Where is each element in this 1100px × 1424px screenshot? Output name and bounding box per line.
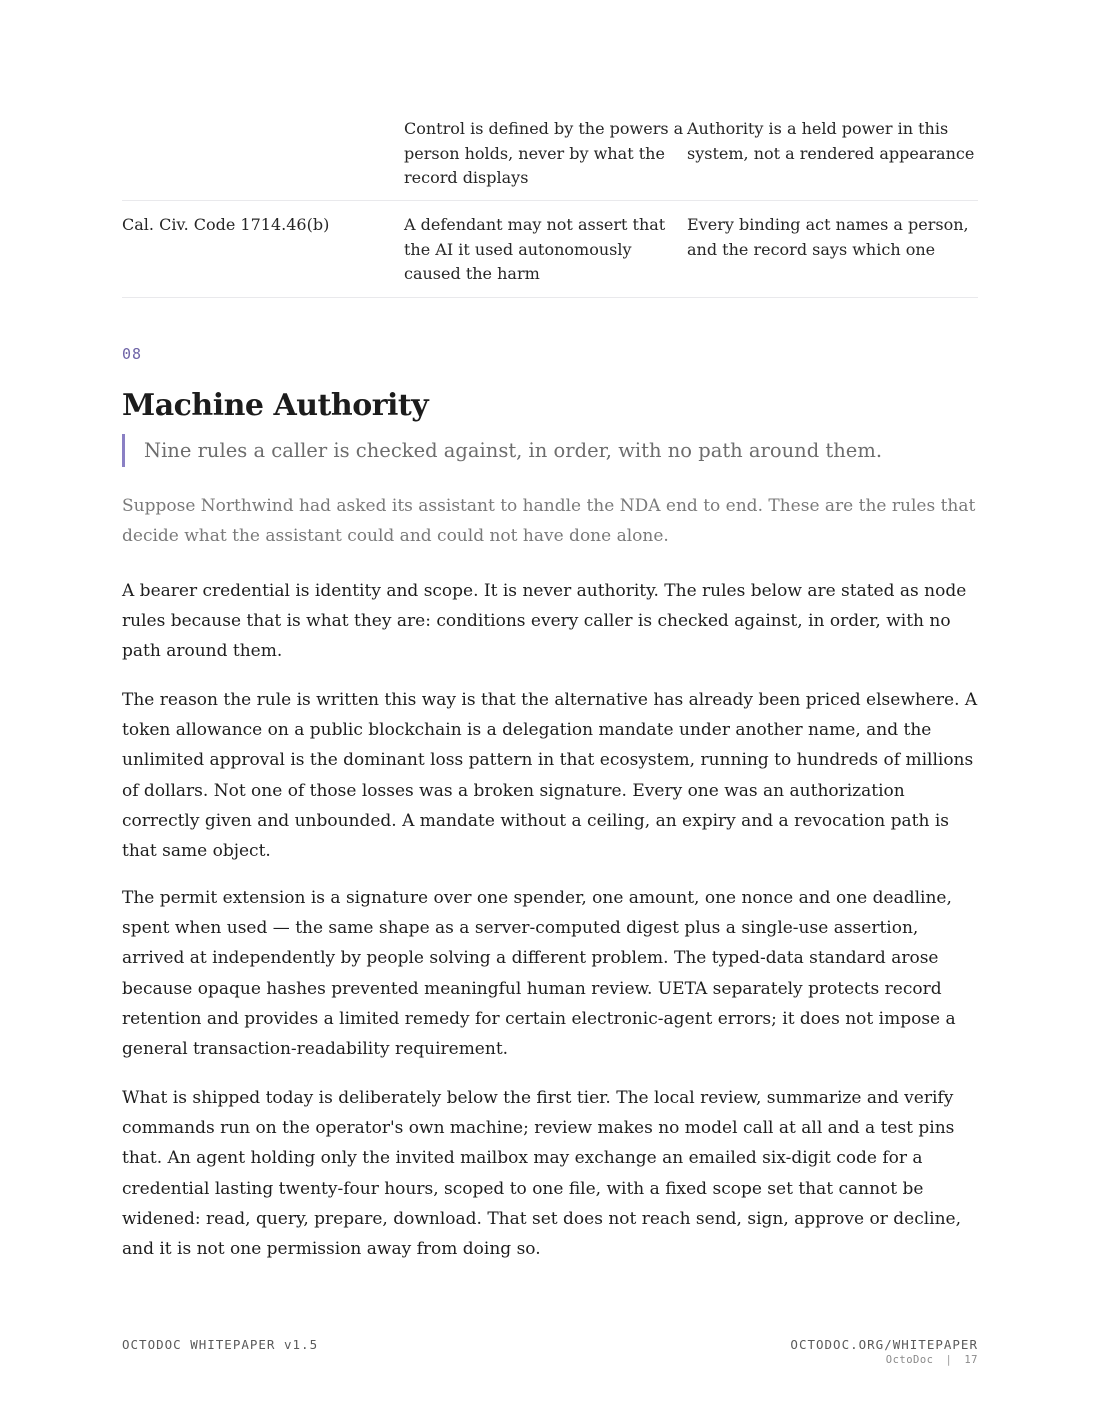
page-number: 17 <box>964 1354 978 1366</box>
footer-right <box>790 1337 978 1366</box>
section-subtitle: Nine rules a caller is checked against, in order, with no path around them. <box>122 434 882 467</box>
footer-url: OCTODOC.ORG/WHITEPAPER <box>790 1337 978 1352</box>
document-page <box>122 0 978 1424</box>
table-cell-source: Cal. Civ. Code 1714.46(b) <box>122 215 330 234</box>
table-row <box>122 105 978 201</box>
footer-doc-title: OCTODOC WHITEPAPER v1.5 <box>122 1337 319 1352</box>
footer-separator: | <box>945 1354 953 1366</box>
footer-meta <box>790 1354 978 1366</box>
comparison-table <box>122 105 978 298</box>
body-paragraph: The reason the rule is written this way is that the alternative has already been priced elsewhere. A token allowance on a public blockchain is a delegation mandate under another name, and the unlimited approval is the dominant loss pattern in that ecosystem, running to hundreds of millions of dollars. Not one of those losses was a broken signature. Every one was an authorization correctly given and unbounded. A mandate without a ceiling, an expiry and a revocation path is that same object. <box>122 690 978 862</box>
section-number: 08 <box>122 345 143 363</box>
table-cell-implementation: Authority is a held power in this system, not a rendered appearance <box>687 119 975 163</box>
body-paragraph: What is shipped today is deliberately below the first tier. The local review, summarize and verify commands run on the operator's own machine; review makes no model call at all and a test pins that. An agent holding only the invited mailbox may exchange an emailed six-digit code for a credential lasting twenty-four hours, scoped to one file, with a fixed scope set that cannot be widened: read, query, prepare, download. That set does not reach send, sign, approve or decline, and it is not one permission away from doing so. <box>122 1088 962 1260</box>
section-title: Machine Authority <box>122 388 429 423</box>
table-cell-requirement: A defendant may not assert that the AI it used autonomously caused the harm <box>404 215 666 283</box>
body-paragraph: A bearer credential is identity and scope. It is never authority. The rules below are stated as node rules because that is what they are: conditions every caller is checked against, in order, with no path around them. <box>122 581 967 662</box>
table-cell-implementation: Every binding act names a person, and the record says which one <box>687 215 969 259</box>
footer-brand: OctoDoc <box>885 1354 934 1366</box>
table-row <box>122 201 978 298</box>
table-cell-requirement: Control is defined by the powers a person holds, never by what the record displays <box>404 119 684 187</box>
table-cell-source <box>122 105 404 200</box>
body-paragraph: The permit extension is a signature over one spender, one amount, one nonce and one deadline, spent when used — the same shape as a server-computed digest plus a single-use assertion, arrived at independently by people solving a different problem. The typed-data standard arose because opaque hashes prevented meaningful human review. UETA separately protects record retention and provides a limited remedy for certain electronic-agent errors; it does not impose a general transaction-readability requirement. <box>122 888 956 1060</box>
intro-paragraph: Suppose Northwind had asked its assistant to handle the NDA end to end. These are the rules that decide what the assistant could and could not have done alone. <box>122 496 976 546</box>
